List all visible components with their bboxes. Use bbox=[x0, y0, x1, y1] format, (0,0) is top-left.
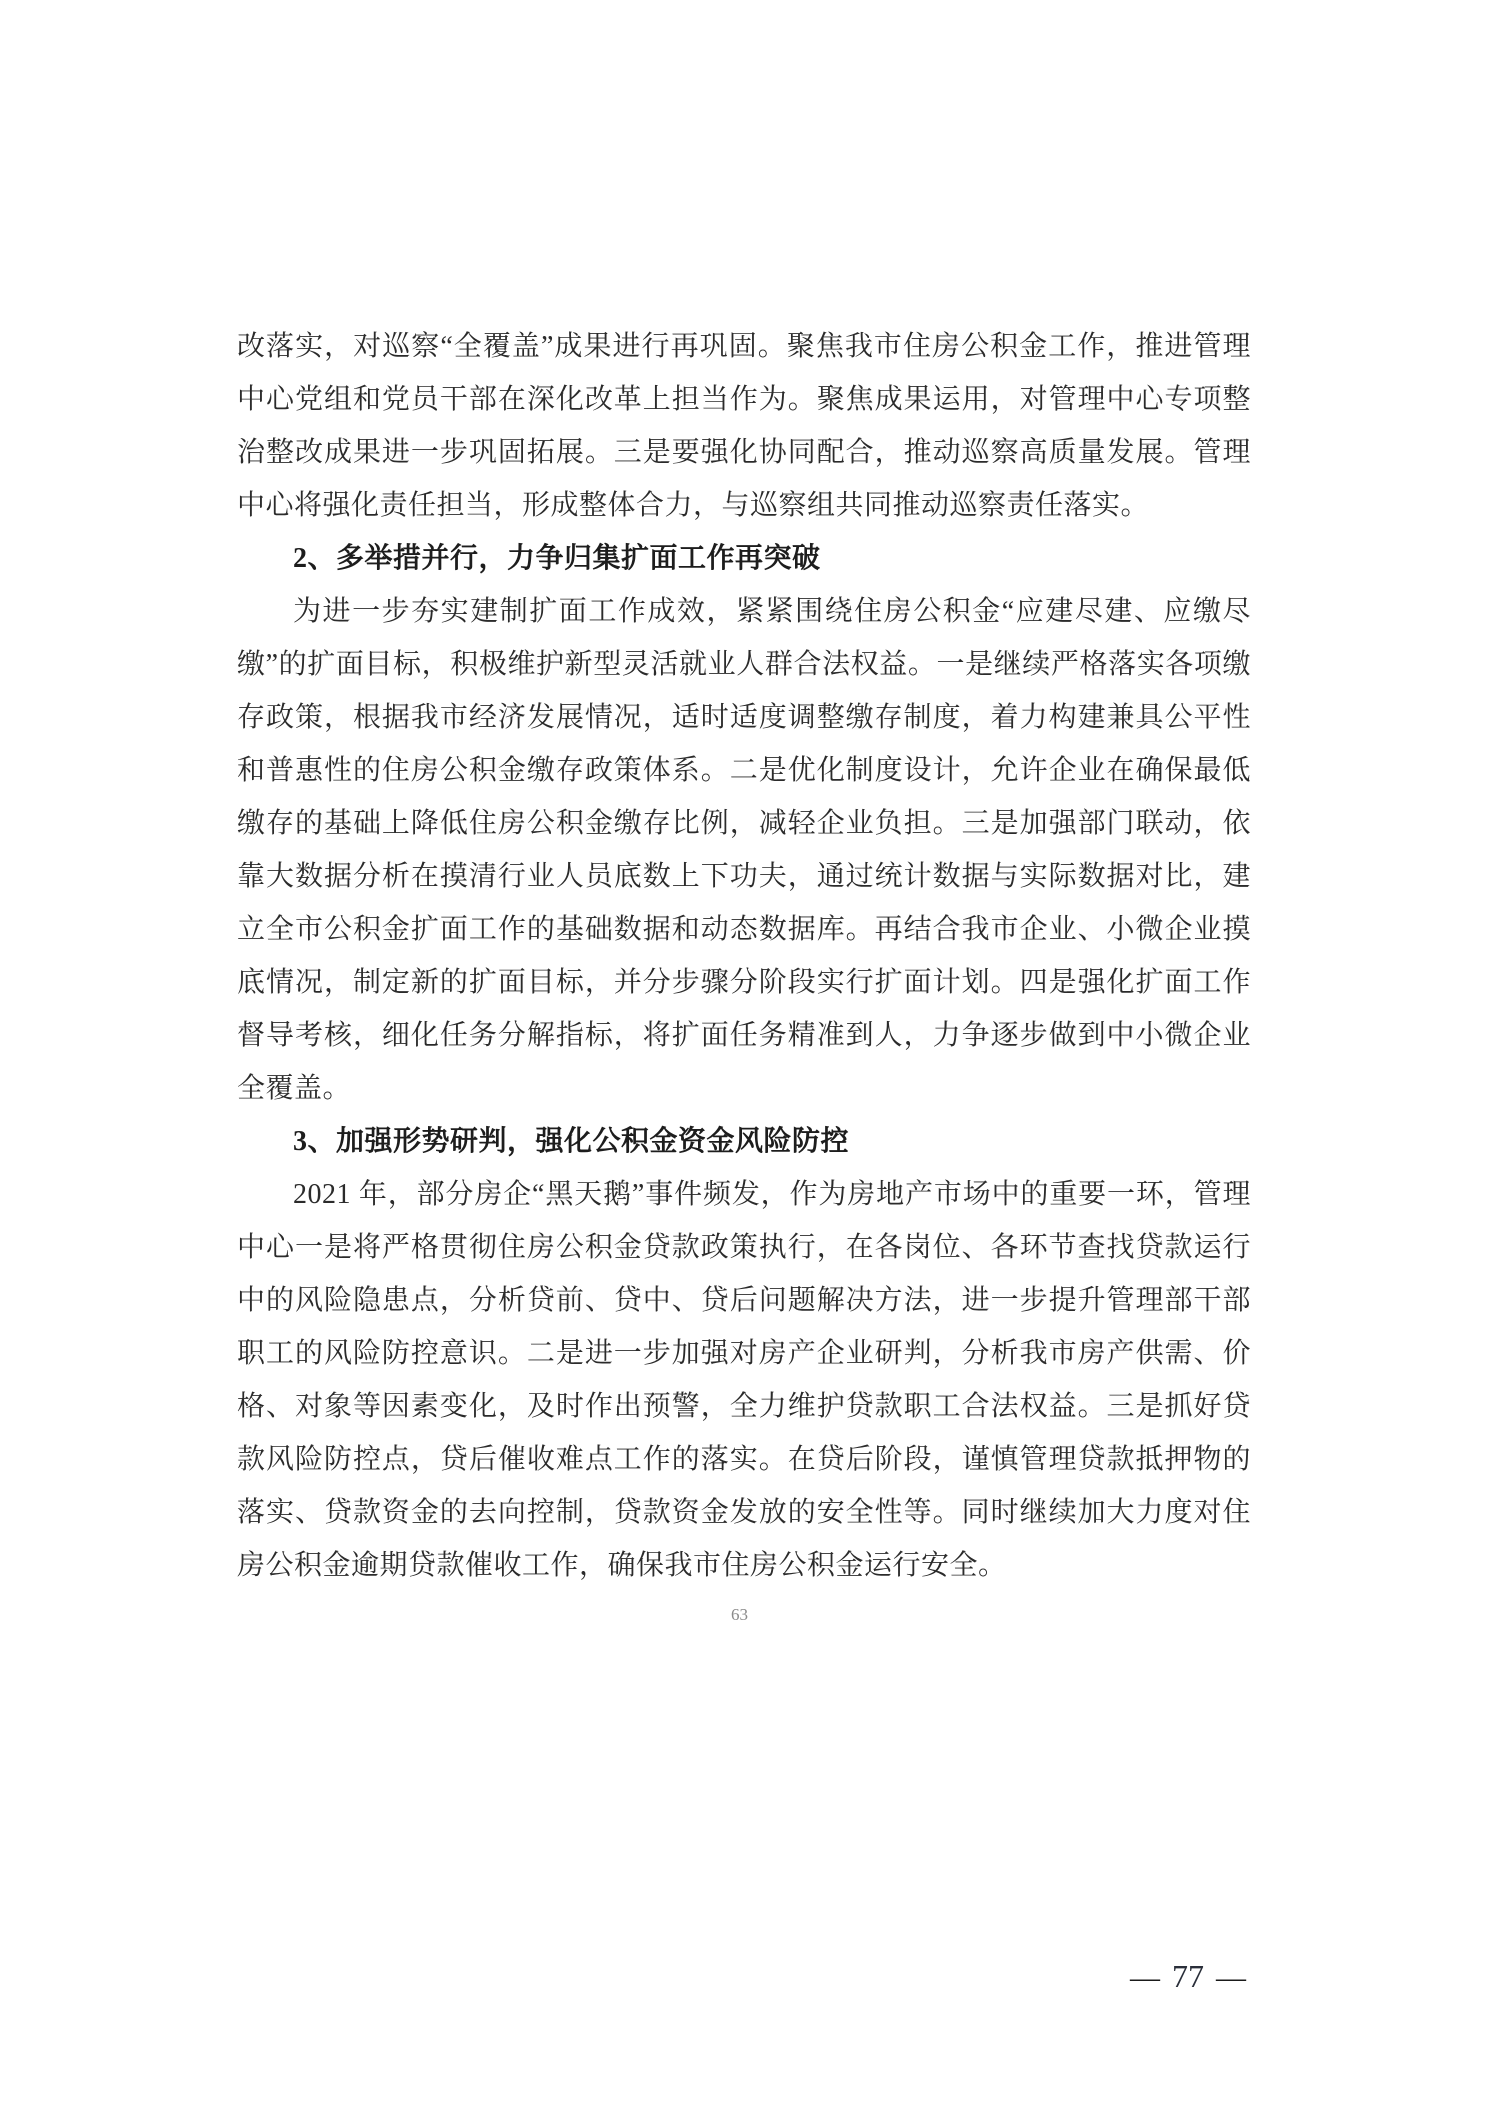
section-heading-2: 2、多举措并行，力争归集扩面工作再突破 bbox=[293, 543, 821, 574]
footer-right-dash: — bbox=[1216, 1961, 1246, 1994]
paragraph-coverage-expansion: 为进一步夯实建制扩面工作成效，紧紧围绕住房公积金“应建尽建、应缴尽缴”的扩面目标，积极维护新型灵活就业人群合法权益。一是继续严格落实各项缴存政策，根据我市经济发展情况，适时适度调整缴存制度，着力构建兼具公平性和普惠性的住房公积金缴存政策体系。二是优化制度设计，允许企业在确保最低缴存的基础上降低住房公积金缴存比例，减轻企业负担。三是加强部门联动，依靠大数据分析在摸清行业人员底数上下功夫，通过统计数据与实际数据对比，建立全市公积金扩面工作的基础数据和动态数据库。再结合我市企业、小微企业摸底情况，制定新的扩面目标，并分步骤分阶段实行扩面计划。四是强化扩面工作督导考核，细化任务分解指标，将扩面任务精准到人，力争逐步做到中小微企业全覆盖。 bbox=[237, 596, 1251, 1104]
footer-page-number: 77 bbox=[1172, 1958, 1204, 1994]
footnote-number: 63 bbox=[731, 1605, 748, 1624]
text-block bbox=[237, 320, 1251, 1592]
paragraph-risk-control: 2021 年，部分房企“黑天鹅”事件频发，作为房地产市场中的重要一环，管理中心一是将严格贯彻住房公积金贷款政策执行，在各岗位、各环节查找贷款运行中的风险隐患点，分析贷前、贷中、贷后问题解决方法，进一步提升管理部干部职工的风险防控意识。二是进一步加强对房产企业研判，分析我市房产供需、价格、对象等因素变化，及时作出预警，全力维护贷款职工合法权益。三是抓好贷款风险防控点，贷后催收难点工作的落实。在贷后阶段，谨慎管理贷款抵押物的落实、贷款资金的去向控制，贷款资金发放的安全性等。同时继续加大力度对住房公积金逾期贷款催收工作，确保我市住房公积金运行安全。 bbox=[237, 1179, 1251, 1581]
section-heading-3: 3、加强形势研判，强化公积金资金风险防控 bbox=[293, 1126, 850, 1157]
paragraph-inspection-continuation: 改落实，对巡察“全覆盖”成果进行再巩固。聚焦我市住房公积金工作，推进管理中心党组和党员干部在深化改革上担当作为。聚焦成果运用，对管理中心专项整治整改成果进一步巩固拓展。三是要强化协同配合，推动巡察高质量发展。管理中心将强化责任担当，形成整体合力，与巡察组共同推动巡察责任落实。 bbox=[237, 331, 1251, 521]
page-number-footer bbox=[1118, 1958, 1258, 1995]
footer-left-dash: — bbox=[1130, 1961, 1160, 1994]
